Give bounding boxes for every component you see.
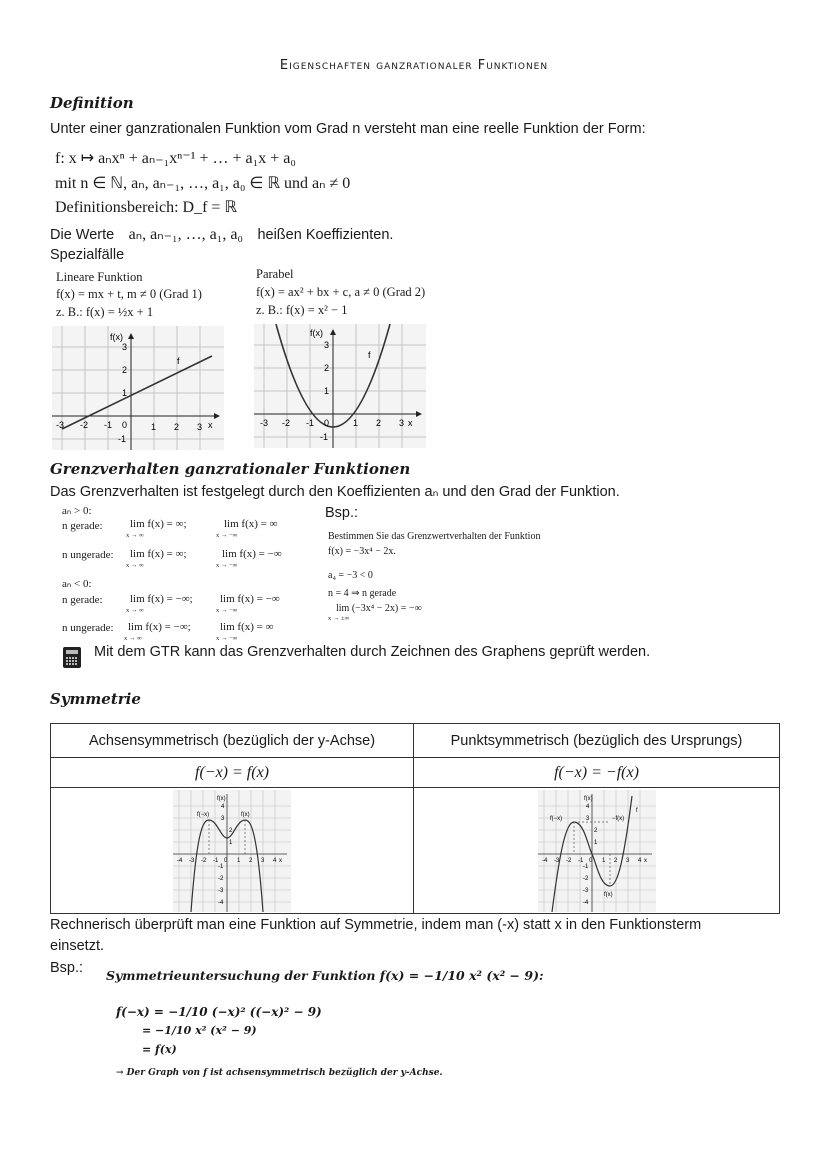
point-symmetric-graph — [538, 790, 656, 912]
svg-text:−f(x): −f(x) — [611, 816, 624, 822]
svg-text:-3: -3 — [189, 858, 195, 864]
svg-text:3: 3 — [197, 422, 203, 432]
col-axis-symmetric-header: Achsensymmetrisch (bezüglich der y-Achse) — [51, 724, 414, 758]
svg-text:2: 2 — [613, 858, 617, 864]
svg-text:f(−x): f(−x) — [197, 812, 210, 818]
definition-domain: Definitionsbereich: D_f = ℝ — [55, 199, 238, 216]
limit-pos-even-plus: lim f(x) = ∞; — [130, 518, 187, 530]
label-fx: f(x) — [310, 328, 323, 338]
limit-pos-odd-plus: lim f(x) = ∞; — [130, 548, 187, 560]
limits-intro: Das Grenzverhalten ist festgelegt durch den Koeffizienten aₙ und den Grad der Funktion. — [50, 484, 620, 500]
svg-text:1: 1 — [353, 418, 359, 428]
symmetry-text-line2: einsetzt. — [50, 938, 104, 954]
page-title: Eigenschaften ganzrationaler Funktionen — [279, 58, 549, 73]
svg-text:-2: -2 — [282, 418, 291, 428]
limit-sub: x → ∞ — [126, 607, 144, 614]
n-odd-label: n ungerade: — [62, 622, 114, 634]
point-symmetric-rule: f(−x) = −f(x) — [414, 758, 780, 788]
svg-text:3: 3 — [324, 340, 330, 350]
limit-sub: x → ∞ — [126, 562, 144, 569]
definition-heading: Definition — [50, 94, 134, 112]
limit-pos-odd-minus: lim f(x) = −∞ — [222, 548, 282, 560]
svg-text:-2: -2 — [565, 858, 571, 864]
svg-text:3: 3 — [399, 418, 405, 428]
definition-intro: Unter einer ganzrationalen Funktion vom Grad n versteht man eine reelle Funktion der Form: — [50, 121, 646, 137]
axis-symmetric-graph-cell — [51, 788, 414, 914]
svg-text:-4: -4 — [218, 900, 224, 906]
an-negative-label: aₙ < 0: — [62, 578, 92, 590]
definition-conditions: mit n ∈ ℕ, aₙ, aₙ₋₁, …, a₁, a₀ ∈ ℝ und aₙ ≠ 0 — [55, 175, 351, 192]
col-point-symmetric-header: Punktsymmetrisch (bezüglich des Ursprungs) — [414, 724, 780, 758]
limit-sub: x → −∞ — [216, 607, 238, 614]
definition-formula: f: x ↦ aₙxⁿ + aₙ₋₁xⁿ⁻¹ + … + a₁x + a₀ — [55, 150, 296, 167]
limits-example-task: Bestimmen Sie das Grenzwertverhalten der Funktion — [328, 531, 541, 542]
limits-example-function: f(x) = −3x⁴ − 2x. — [328, 546, 396, 557]
svg-text:2: 2 — [122, 365, 128, 375]
svg-text:0: 0 — [122, 420, 128, 430]
coefficients-line — [50, 224, 393, 244]
handwritten-step3: = f(x) — [142, 1043, 177, 1056]
parabola-graph — [254, 324, 426, 448]
svg-text:-1: -1 — [213, 858, 219, 864]
svg-text:1: 1 — [237, 858, 241, 864]
limits-example-degree: n = 4 ⇒ n gerade — [328, 588, 397, 599]
coeff-prefix: Die Werte — [50, 227, 115, 243]
handwritten-step1: f(−x) = −1/10 (−x)² ((−x)² − 9) — [116, 1005, 322, 1019]
svg-text:1: 1 — [151, 422, 157, 432]
svg-text:3: 3 — [261, 858, 265, 864]
svg-text:0: 0 — [224, 858, 228, 864]
linear-formula: f(x) = mx + t, m ≠ 0 (Grad 1) — [56, 287, 202, 301]
gtr-note: Mit dem GTR kann das Grenzverhalten durch Zeichnen des Graphens geprüft werden. — [94, 644, 651, 660]
limits-example-limit: lim (−3x⁴ − 2x) = −∞ — [336, 603, 422, 614]
an-positive-label: aₙ > 0: — [62, 505, 92, 517]
svg-text:x: x — [643, 858, 647, 864]
axis-symmetric-rule: f(−x) = f(x) — [51, 758, 414, 788]
n-odd-label: n ungerade: — [62, 549, 114, 561]
svg-text:-2: -2 — [582, 876, 588, 882]
symmetry-heading: Symmetrie — [50, 690, 141, 708]
svg-text:f(x): f(x) — [603, 892, 613, 898]
limit-sub: x → −∞ — [216, 562, 238, 569]
svg-text:-1: -1 — [582, 864, 588, 870]
limit-neg-odd-plus: lim f(x) = −∞; — [128, 621, 191, 633]
svg-text:-3: -3 — [260, 418, 269, 428]
label-x: x — [208, 420, 213, 430]
svg-text:3: 3 — [122, 342, 128, 352]
limits-example-sub: x → ±∞ — [328, 615, 350, 622]
svg-text:-1: -1 — [218, 864, 224, 870]
svg-text:f: f — [635, 808, 638, 814]
svg-text:-1: -1 — [104, 420, 113, 430]
handwritten-conclusion: → Der Graph von f ist achsensymmetrisch bezüglich der y-Achse. — [116, 1068, 443, 1078]
svg-text:3: 3 — [221, 816, 225, 822]
svg-text:0: 0 — [324, 418, 330, 428]
label-f: f — [368, 350, 371, 360]
svg-text:3: 3 — [585, 816, 589, 822]
svg-text:2: 2 — [174, 422, 180, 432]
n-even-label: n gerade: — [62, 594, 103, 606]
limit-sub: x → ∞ — [124, 635, 142, 642]
svg-text:1: 1 — [324, 386, 330, 396]
special-heading: Spezialfälle — [50, 247, 125, 263]
svg-text:1: 1 — [593, 840, 597, 846]
svg-text:1: 1 — [601, 858, 605, 864]
svg-text:x: x — [279, 858, 282, 864]
label-fx: f(x) — [110, 332, 123, 342]
svg-text:4: 4 — [221, 804, 225, 810]
axis-symmetric-graph — [173, 790, 291, 912]
point-symmetric-graph-cell — [414, 788, 780, 914]
limit-neg-odd-minus: lim f(x) = ∞ — [220, 621, 274, 633]
n-even-label: n gerade: — [62, 520, 103, 532]
svg-text:f(x): f(x) — [217, 796, 226, 802]
limit-sub: x → ∞ — [126, 532, 144, 539]
svg-text:4: 4 — [637, 858, 641, 864]
symmetry-table — [50, 723, 780, 914]
svg-text:4: 4 — [585, 804, 589, 810]
coeff-suffix: heißen Koeffizienten. — [257, 227, 394, 243]
label-x: x — [408, 418, 413, 428]
svg-text:2: 2 — [324, 363, 330, 373]
svg-text:-2: -2 — [201, 858, 207, 864]
svg-text:-3: -3 — [56, 420, 65, 430]
svg-text:-1: -1 — [577, 858, 583, 864]
calculator-icon — [63, 647, 81, 668]
parabola-example: z. B.: f(x) = x² − 1 — [256, 303, 348, 317]
svg-text:-2: -2 — [218, 876, 224, 882]
svg-text:2: 2 — [376, 418, 382, 428]
svg-text:3: 3 — [625, 858, 629, 864]
linear-example: z. B.: f(x) = ½x + 1 — [56, 305, 154, 319]
svg-text:1: 1 — [229, 840, 233, 846]
svg-text:f(−x): f(−x) — [549, 816, 562, 822]
handwritten-task: Symmetrieuntersuchung der Funktion f(x) = −1/10 x² (x² − 9): — [106, 968, 544, 983]
svg-text:-3: -3 — [218, 888, 224, 894]
svg-text:-1: -1 — [306, 418, 315, 428]
svg-text:2: 2 — [249, 858, 253, 864]
limits-example-coefficient: a₄ = −3 < 0 — [328, 570, 373, 581]
limit-neg-even-plus: lim f(x) = −∞; — [130, 593, 193, 605]
parabola-title: Parabel — [256, 267, 294, 281]
svg-text:f(x): f(x) — [583, 796, 593, 802]
svg-text:2: 2 — [593, 828, 597, 834]
symmetry-text-line1: Rechnerisch überprüft man eine Funktion auf Symmetrie, indem man (-x) statt x in den Funktionsterm — [50, 917, 702, 933]
svg-text:-1: -1 — [118, 434, 127, 444]
limit-sub: x → −∞ — [216, 635, 238, 642]
svg-text:-4: -4 — [582, 900, 588, 906]
svg-text:0: 0 — [588, 858, 592, 864]
linear-function-graph — [52, 326, 224, 450]
limit-sub: x → −∞ — [216, 532, 238, 539]
coeff-vars: aₙ, aₙ₋₁, …, a₁, a₀ — [128, 226, 243, 243]
symmetry-example-label: Bsp.: — [50, 960, 84, 976]
limits-example-label: Bsp.: — [325, 505, 359, 521]
svg-text:-1: -1 — [320, 432, 329, 442]
label-f: f — [177, 356, 180, 366]
svg-text:f(x): f(x) — [241, 812, 250, 818]
linear-title: Lineare Funktion — [56, 270, 143, 284]
svg-text:-3: -3 — [582, 888, 588, 894]
handwritten-step2: = −1/10 x² (x² − 9) — [142, 1024, 257, 1037]
limit-pos-even-minus: lim f(x) = ∞ — [224, 518, 278, 530]
svg-text:-4: -4 — [177, 858, 183, 864]
svg-text:4: 4 — [273, 858, 277, 864]
limit-neg-even-minus: lim f(x) = −∞ — [220, 593, 280, 605]
svg-text:1: 1 — [122, 388, 128, 398]
svg-text:2: 2 — [229, 828, 233, 834]
svg-text:-4: -4 — [541, 858, 547, 864]
svg-text:-2: -2 — [80, 420, 89, 430]
limits-heading: Grenzverhalten ganzrationaler Funktionen — [50, 460, 411, 478]
svg-text:-3: -3 — [553, 858, 559, 864]
parabola-formula: f(x) = ax² + bx + c, a ≠ 0 (Grad 2) — [256, 285, 426, 299]
